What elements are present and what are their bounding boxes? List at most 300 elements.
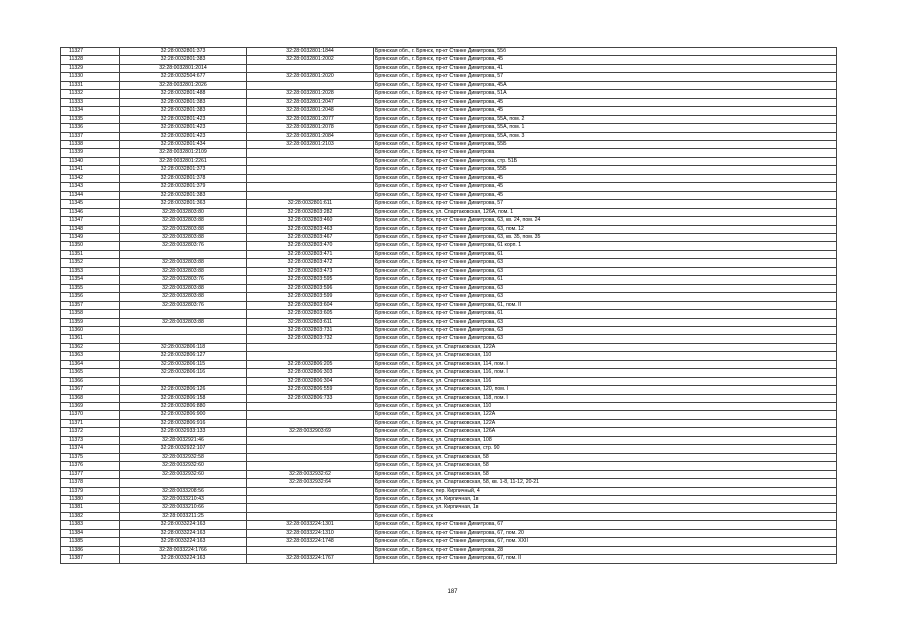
parcel-number-cell: 32:28:0032801:423 — [120, 132, 247, 140]
table-row — [61, 81, 837, 89]
building-number-cell: 32:28:0032801:2047 — [247, 98, 374, 106]
row-number-cell: 11331 — [61, 81, 120, 89]
row-number-cell: 11361 — [61, 335, 120, 343]
address-cell: Брянская обл., г. Брянск, пр-кт Станке Димитрова, 57 — [374, 73, 837, 81]
building-number-cell — [247, 487, 374, 495]
parcel-number-cell: 32:28:0032803:88 — [120, 267, 247, 275]
parcel-number-cell: 32:28:0032801:383 — [120, 191, 247, 199]
row-number-cell: 11353 — [61, 267, 120, 275]
parcel-number-cell: 32:28:0032803:88 — [120, 233, 247, 241]
parcel-number-cell: 32:28:0032806:126 — [120, 386, 247, 394]
table-row — [61, 369, 837, 377]
row-number-cell: 11373 — [61, 436, 120, 444]
row-number-cell: 11333 — [61, 98, 120, 106]
building-number-cell: 32:28:0032801:2084 — [247, 132, 374, 140]
address-cell: Брянская обл., г. Брянск, пр-кт Станке Димитрова, 61, пом. II — [374, 301, 837, 309]
parcel-number-cell: 32:28:0032806:916 — [120, 419, 247, 427]
building-number-cell: 32:28:0032801:1844 — [247, 48, 374, 56]
table-row — [61, 183, 837, 191]
table-row — [61, 267, 837, 275]
table-row — [61, 546, 837, 554]
parcel-number-cell: 32:28:0032803:88 — [120, 318, 247, 326]
parcel-number-cell: 32:28:0032803:88 — [120, 293, 247, 301]
building-number-cell — [247, 512, 374, 520]
building-number-cell — [247, 436, 374, 444]
building-number-cell: 32:28:0032803:595 — [247, 276, 374, 284]
building-number-cell: 32:28:0032803:472 — [247, 259, 374, 267]
table-row — [61, 132, 837, 140]
address-cell: Брянская обл., г. Брянск, пр-кт Станке Димитрова, 55А, пом. 1 — [374, 124, 837, 132]
row-number-cell: 11377 — [61, 470, 120, 478]
parcel-number-cell: 32:28:0032806:158 — [120, 394, 247, 402]
address-cell: Брянская обл., г. Брянск, пр-кт Станке Димитрова, 63, кв. 35, пом. 35 — [374, 233, 837, 241]
parcel-number-cell: 32:28:0032933:133 — [120, 428, 247, 436]
parcel-number-cell — [120, 310, 247, 318]
table-row — [61, 352, 837, 360]
address-cell: Брянская обл., г. Брянск, пр-кт Станке Димитрова, 67, пом. XXII — [374, 538, 837, 546]
row-number-cell: 11356 — [61, 293, 120, 301]
parcel-number-cell: 32:28:0033210:43 — [120, 496, 247, 504]
building-number-cell — [247, 453, 374, 461]
row-number-cell: 11376 — [61, 462, 120, 470]
table-row — [61, 208, 837, 216]
building-number-cell: 32:28:0032803:473 — [247, 267, 374, 275]
row-number-cell: 11349 — [61, 233, 120, 241]
address-cell: Брянская обл., г. Брянск, пр-кт Станке Димитрова, 57 — [374, 200, 837, 208]
row-number-cell: 11366 — [61, 377, 120, 385]
address-cell: Брянская обл., г. Брянск, ул. Спартаковская, 108 — [374, 436, 837, 444]
table-row — [61, 411, 837, 419]
parcel-number-cell: 32:28:0032806:118 — [120, 343, 247, 351]
row-number-cell: 11364 — [61, 360, 120, 368]
page-number: 187 — [447, 589, 458, 595]
row-number-cell: 11339 — [61, 149, 120, 157]
building-number-cell: 32:28:0032801:611 — [247, 200, 374, 208]
parcel-number-cell: 32:28:0032801:2261 — [120, 157, 247, 165]
address-cell: Брянская обл., г. Брянск, пр-кт Станке Димитрова, 61 — [374, 310, 837, 318]
parcel-number-cell: 32:28:0032803:80 — [120, 208, 247, 216]
address-cell: Брянская обл., г. Брянск, пр-кт Станке Димитрова, 67, пом. 20 — [374, 529, 837, 537]
building-number-cell: 32:28:0032801:2002 — [247, 56, 374, 64]
row-number-cell: 11338 — [61, 140, 120, 148]
table-row — [61, 310, 837, 318]
table-row — [61, 470, 837, 478]
parcel-number-cell: 32:28:0032932:60 — [120, 462, 247, 470]
row-number-cell: 11346 — [61, 208, 120, 216]
building-number-cell — [247, 191, 374, 199]
parcel-number-cell: 32:28:0032806:900 — [120, 411, 247, 419]
address-cell: Брянская обл., г. Брянск, пр-кт Станке Димитрова, 45 — [374, 98, 837, 106]
table-row — [61, 225, 837, 233]
address-cell: Брянская обл., г. Брянск, пр-кт Станке Димитрова, 63 — [374, 267, 837, 275]
row-number-cell: 11354 — [61, 276, 120, 284]
address-cell: Брянская обл., г. Брянск, ул. Спартаковская, 126А — [374, 428, 837, 436]
table-row — [61, 124, 837, 132]
table-row — [61, 403, 837, 411]
building-number-cell: 32:28:0032803:463 — [247, 225, 374, 233]
row-number-cell: 11381 — [61, 504, 120, 512]
parcel-number-cell: 32:28:0032801:423 — [120, 124, 247, 132]
parcel-number-cell: 32:28:0033224:1766 — [120, 546, 247, 554]
building-number-cell — [247, 419, 374, 427]
parcel-number-cell: 32:28:0032803:88 — [120, 217, 247, 225]
row-number-cell: 11382 — [61, 512, 120, 520]
row-number-cell: 11358 — [61, 310, 120, 318]
building-number-cell — [247, 496, 374, 504]
address-cell: Брянская обл., г. Брянск, ул. Спартаковская, 116, пом. I — [374, 369, 837, 377]
address-cell: Брянская обл., г. Брянск, пр-кт Станке Димитрова, 55А, пом. 2 — [374, 115, 837, 123]
parcel-number-cell: 32:28:0032803:76 — [120, 301, 247, 309]
building-number-cell — [247, 149, 374, 157]
parcel-number-cell: 32:28:0032801:488 — [120, 90, 247, 98]
row-number-cell: 11336 — [61, 124, 120, 132]
row-number-cell: 11350 — [61, 242, 120, 250]
address-cell: Брянская обл., г. Брянск, пр-кт Станке Димитрова, 67, пом. II — [374, 555, 837, 563]
building-number-cell: 32:28:0032932:62 — [247, 470, 374, 478]
parcel-number-cell: 32:28:0032806:880 — [120, 403, 247, 411]
table-row — [61, 504, 837, 512]
table-row — [61, 166, 837, 174]
building-number-cell: 32:28:0032803:471 — [247, 250, 374, 258]
building-number-cell — [247, 64, 374, 72]
table-row — [61, 174, 837, 182]
building-number-cell — [247, 403, 374, 411]
row-number-cell: 11330 — [61, 73, 120, 81]
building-number-cell: 32:28:0032803:467 — [247, 233, 374, 241]
address-cell: Брянская обл., г. Брянск, пр-кт Станке Димитрова, 63 — [374, 326, 837, 334]
table-row — [61, 149, 837, 157]
table-row — [61, 140, 837, 148]
building-number-cell: 32:28:0032932:64 — [247, 479, 374, 487]
address-cell: Брянская обл., г. Брянск, пр-кт Станке Димитрова, 67 — [374, 521, 837, 529]
building-number-cell: 32:28:0032803:282 — [247, 208, 374, 216]
table-row — [61, 301, 837, 309]
table-row — [61, 250, 837, 258]
parcel-number-cell: 32:28:0032801:383 — [120, 98, 247, 106]
row-number-cell: 11362 — [61, 343, 120, 351]
table-row — [61, 496, 837, 504]
parcel-number-cell: 32:28:0032803:76 — [120, 242, 247, 250]
table-row — [61, 318, 837, 326]
table-row — [61, 73, 837, 81]
parcel-number-cell: 32:28:0032801:423 — [120, 115, 247, 123]
table-row — [61, 157, 837, 165]
row-number-cell: 11367 — [61, 386, 120, 394]
table-row — [61, 521, 837, 529]
address-cell: Брянская обл., г. Брянск, пр-кт Станке Димитрова, 63 — [374, 293, 837, 301]
row-number-cell: 11379 — [61, 487, 120, 495]
address-cell: Брянская обл., г. Брянск, ул. Спартаковская, 58 — [374, 470, 837, 478]
address-cell: Брянская обл., г. Брянск, ул. Спартаковская, 58 — [374, 453, 837, 461]
address-cell: Брянская обл., г. Брянск, пр-кт Станке Димитрова, 63, пом. 12 — [374, 225, 837, 233]
address-cell: Брянская обл., г. Брянск, пр-кт Станке Димитрова, 45 — [374, 56, 837, 64]
building-number-cell — [247, 157, 374, 165]
row-number-cell: 11332 — [61, 90, 120, 98]
parcel-number-cell: 32:28:0032932:58 — [120, 453, 247, 461]
building-number-cell: 32:28:0032801:2020 — [247, 73, 374, 81]
building-number-cell — [247, 462, 374, 470]
parcel-number-cell: 32:28:0032803:88 — [120, 225, 247, 233]
table-row — [61, 479, 837, 487]
parcel-number-cell: 32:28:0032921:46 — [120, 436, 247, 444]
address-cell: Брянская обл., г. Брянск, пр-кт Станке Димитрова, 45 — [374, 107, 837, 115]
table-row — [61, 462, 837, 470]
address-cell: Брянская обл., г. Брянск, пр-кт Станке Димитрова, 55А, пом. 3 — [374, 132, 837, 140]
row-number-cell: 11363 — [61, 352, 120, 360]
row-number-cell: 11386 — [61, 546, 120, 554]
parcel-number-cell: 32:28:0032803:88 — [120, 259, 247, 267]
building-number-cell: 32:28:0032801:2028 — [247, 90, 374, 98]
building-number-cell: 32:28:0032803:470 — [247, 242, 374, 250]
table-row — [61, 48, 837, 56]
table-row — [61, 326, 837, 334]
parcel-number-cell: 32:28:0033224:163 — [120, 521, 247, 529]
table-row — [61, 529, 837, 537]
row-number-cell: 11370 — [61, 411, 120, 419]
table-row — [61, 115, 837, 123]
parcel-number-cell: 32:28:0032803:76 — [120, 276, 247, 284]
address-cell: Брянская обл., г. Брянск — [374, 512, 837, 520]
parcel-number-cell: 32:28:0032922:107 — [120, 445, 247, 453]
address-cell: Брянская обл., г. Брянск, ул. Спартаковская, 120, пом. I — [374, 386, 837, 394]
row-number-cell: 11342 — [61, 174, 120, 182]
table-row — [61, 453, 837, 461]
row-number-cell: 11385 — [61, 538, 120, 546]
row-number-cell: 11344 — [61, 191, 120, 199]
address-cell: Брянская обл., г. Брянск, пр-кт Станке Димитрова, 63 — [374, 335, 837, 343]
building-number-cell: 32:28:0032806:559 — [247, 386, 374, 394]
building-number-cell: 32:28:0032803:611 — [247, 318, 374, 326]
row-number-cell: 11329 — [61, 64, 120, 72]
table-row — [61, 259, 837, 267]
parcel-number-cell: 32:28:0032932:60 — [120, 470, 247, 478]
row-number-cell: 11335 — [61, 115, 120, 123]
table-row — [61, 284, 837, 292]
table-row — [61, 538, 837, 546]
row-number-cell: 11368 — [61, 394, 120, 402]
table-row — [61, 200, 837, 208]
building-number-cell — [247, 174, 374, 182]
building-number-cell: 32:28:0032806:303 — [247, 369, 374, 377]
row-number-cell: 11347 — [61, 217, 120, 225]
table-row — [61, 276, 837, 284]
address-cell: Брянская обл., г. Брянск, ул. Спартаковская, 122А — [374, 411, 837, 419]
parcel-number-cell: 32:28:0032801:383 — [120, 107, 247, 115]
address-cell: Брянская обл., г. Брянск, ул. Спартаковская, 122А — [374, 419, 837, 427]
table-row — [61, 394, 837, 402]
table-row — [61, 90, 837, 98]
parcel-number-cell: 32:28:0032801:363 — [120, 200, 247, 208]
address-cell: Брянская обл., г. Брянск, пер. Кирпичный, 4 — [374, 487, 837, 495]
row-number-cell: 11384 — [61, 529, 120, 537]
table-row — [61, 487, 837, 495]
address-cell: Брянская обл., г. Брянск, ул. Кирпичная, 1в — [374, 496, 837, 504]
row-number-cell: 11360 — [61, 326, 120, 334]
row-number-cell: 11327 — [61, 48, 120, 56]
address-cell: Брянская обл., г. Брянск, пр-кт Станке Димитрова, 28 — [374, 546, 837, 554]
building-number-cell — [247, 343, 374, 351]
table-row — [61, 56, 837, 64]
row-number-cell: 11359 — [61, 318, 120, 326]
address-cell: Брянская обл., г. Брянск, пр-кт Станке Димитрова, 55Б — [374, 166, 837, 174]
row-number-cell: 11371 — [61, 419, 120, 427]
table-row — [61, 419, 837, 427]
address-cell: Брянская обл., г. Брянск, ул. Спартаковская, 114, пом. I — [374, 360, 837, 368]
building-number-cell — [247, 166, 374, 174]
address-cell: Брянская обл., г. Брянск, ул. Спартаковская, 58 — [374, 462, 837, 470]
address-cell: Брянская обл., г. Брянск, ул. Спартаковская, 58, кв. 1-8, 11-12, 20-21 — [374, 479, 837, 487]
building-number-cell: 32:28:0032903:69 — [247, 428, 374, 436]
building-number-cell: 32:28:0032803:732 — [247, 335, 374, 343]
address-cell: Брянская обл., г. Брянск, пр-кт Станке Димитрова, 55б — [374, 48, 837, 56]
row-number-cell: 11378 — [61, 479, 120, 487]
parcel-number-cell: 32:28:0032803:88 — [120, 284, 247, 292]
table-row — [61, 436, 837, 444]
building-number-cell: 32:28:0033224:1310 — [247, 529, 374, 537]
registry-table-body — [61, 48, 837, 564]
address-cell: Брянская обл., г. Брянск, ул. Спартаковская, 116 — [374, 377, 837, 385]
building-number-cell: 32:28:0032803:599 — [247, 293, 374, 301]
table-row — [61, 428, 837, 436]
address-cell: Брянская обл., г. Брянск, пр-кт Станке Димитрова, 55Б — [374, 140, 837, 148]
parcel-number-cell: 32:28:0033210:66 — [120, 504, 247, 512]
address-cell: Брянская обл., г. Брянск, пр-кт Станке Димитрова, 41 — [374, 64, 837, 72]
row-number-cell: 11383 — [61, 521, 120, 529]
parcel-number-cell: 32:28:0032801:2014 — [120, 64, 247, 72]
building-number-cell: 32:28:0032803:596 — [247, 284, 374, 292]
address-cell: Брянская обл., г. Брянск, пр-кт Станке Димитрова, стр. 51Б — [374, 157, 837, 165]
row-number-cell: 11352 — [61, 259, 120, 267]
parcel-number-cell: 32:28:0033211:25 — [120, 512, 247, 520]
parcel-number-cell — [120, 326, 247, 334]
address-cell: Брянская обл., г. Брянск, пр-кт Станке Димитрова, 45 — [374, 174, 837, 182]
table-row — [61, 107, 837, 115]
parcel-number-cell: 32:28:0032806:115 — [120, 360, 247, 368]
building-number-cell: 32:28:0033224:1748 — [247, 538, 374, 546]
parcel-number-cell: 32:28:0033224:163 — [120, 538, 247, 546]
row-number-cell: 11375 — [61, 453, 120, 461]
address-cell: Брянская обл., г. Брянск, пр-кт Станке Димитрова, 63 — [374, 259, 837, 267]
building-number-cell: 32:28:0032801:2048 — [247, 107, 374, 115]
address-cell: Брянская обл., г. Брянск, ул. Спартаковская, 118, пом. I — [374, 394, 837, 402]
row-number-cell: 11328 — [61, 56, 120, 64]
table-row — [61, 217, 837, 225]
row-number-cell: 11374 — [61, 445, 120, 453]
building-number-cell: 32:28:0032803:460 — [247, 217, 374, 225]
table-row — [61, 233, 837, 241]
building-number-cell: 32:28:0032806:733 — [247, 394, 374, 402]
building-number-cell — [247, 352, 374, 360]
building-number-cell — [247, 81, 374, 89]
parcel-number-cell: 32:28:0032801:383 — [120, 56, 247, 64]
address-cell: Брянская обл., г. Брянск, пр-кт Станке Димитрова, 63 — [374, 318, 837, 326]
row-number-cell: 11369 — [61, 403, 120, 411]
table-row — [61, 343, 837, 351]
building-number-cell: 32:28:0032803:604 — [247, 301, 374, 309]
row-number-cell: 11334 — [61, 107, 120, 115]
parcel-number-cell: 32:28:0033224:163 — [120, 529, 247, 537]
parcel-number-cell: 32:28:0032801:379 — [120, 183, 247, 191]
parcel-number-cell — [120, 377, 247, 385]
address-cell: Брянская обл., г. Брянск, пр-кт Станке Димитрова, 61 — [374, 276, 837, 284]
table-row — [61, 191, 837, 199]
building-number-cell: 32:28:0032803:731 — [247, 326, 374, 334]
building-number-cell: 32:28:0032803:605 — [247, 310, 374, 318]
building-number-cell: 32:28:0033224:1767 — [247, 555, 374, 563]
address-cell: Брянская обл., г. Брянск, ул. Спартаковская, 110 — [374, 352, 837, 360]
building-number-cell — [247, 411, 374, 419]
building-number-cell: 32:28:0032801:2077 — [247, 115, 374, 123]
row-number-cell: 11380 — [61, 496, 120, 504]
row-number-cell: 11345 — [61, 200, 120, 208]
row-number-cell: 11341 — [61, 166, 120, 174]
building-number-cell: 32:28:0032806:205 — [247, 360, 374, 368]
table-row — [61, 386, 837, 394]
address-cell: Брянская обл., г. Брянск, ул. Спартаковская, 126А, пом. 1 — [374, 208, 837, 216]
building-number-cell — [247, 183, 374, 191]
parcel-number-cell: 32:28:0032801:373 — [120, 48, 247, 56]
table-row — [61, 64, 837, 72]
address-cell: Брянская обл., г. Брянск, пр-кт Станке Димитрова, 63, кв. 24, пом. 24 — [374, 217, 837, 225]
parcel-number-cell: 32:28:0032801:434 — [120, 140, 247, 148]
table-row — [61, 512, 837, 520]
address-cell: Брянская обл., г. Брянск, пр-кт Станке Димитрова, 61 — [374, 250, 837, 258]
table-row — [61, 98, 837, 106]
address-cell: Брянская обл., г. Брянск, пр-кт Станке Димитрова, 45 — [374, 191, 837, 199]
parcel-number-cell: 32:28:0032801:2026 — [120, 81, 247, 89]
row-number-cell: 11340 — [61, 157, 120, 165]
parcel-number-cell: 32:28:0032801:2109 — [120, 149, 247, 157]
building-number-cell — [247, 546, 374, 554]
parcel-number-cell — [120, 250, 247, 258]
parcel-number-cell: 32:28:0032806:116 — [120, 369, 247, 377]
registry-table — [60, 47, 837, 564]
row-number-cell: 11357 — [61, 301, 120, 309]
row-number-cell: 11337 — [61, 132, 120, 140]
row-number-cell: 11372 — [61, 428, 120, 436]
table-row — [61, 377, 837, 385]
building-number-cell: 32:28:0033224:1301 — [247, 521, 374, 529]
table-row — [61, 555, 837, 563]
address-cell: Брянская обл., г. Брянск, пр-кт Станке Димитрова, 63 — [374, 284, 837, 292]
row-number-cell: 11348 — [61, 225, 120, 233]
address-cell: Брянская обл., г. Брянск, ул. Спартаковская, 122А — [374, 343, 837, 351]
parcel-number-cell: 32:28:0032504:677 — [120, 73, 247, 81]
building-number-cell: 32:28:0032801:2078 — [247, 124, 374, 132]
parcel-number-cell: 32:28:0033208:56 — [120, 487, 247, 495]
parcel-number-cell: 32:28:0032801:373 — [120, 166, 247, 174]
row-number-cell: 11365 — [61, 369, 120, 377]
parcel-number-cell: 32:28:0032806:127 — [120, 352, 247, 360]
table-row — [61, 445, 837, 453]
address-cell: Брянская обл., г. Брянск, ул. Спартаковская, стр. 90 — [374, 445, 837, 453]
address-cell: Брянская обл., г. Брянск, пр-кт Станке Димитрова, 45А — [374, 81, 837, 89]
address-cell: Брянская обл., г. Брянск, ул. Спартаковская, 110 — [374, 403, 837, 411]
row-number-cell: 11351 — [61, 250, 120, 258]
address-cell: Брянская обл., г. Брянск, пр-кт Станке Димитрова — [374, 149, 837, 157]
row-number-cell: 11355 — [61, 284, 120, 292]
table-row — [61, 335, 837, 343]
table-row — [61, 293, 837, 301]
parcel-number-cell — [120, 335, 247, 343]
row-number-cell: 11387 — [61, 555, 120, 563]
row-number-cell: 11343 — [61, 183, 120, 191]
table-row — [61, 360, 837, 368]
address-cell: Брянская обл., г. Брянск, пр-кт Станке Димитрова, 61 корп. 1 — [374, 242, 837, 250]
address-cell: Брянская обл., г. Брянск, пр-кт Станке Димитрова, 45 — [374, 183, 837, 191]
parcel-number-cell — [120, 479, 247, 487]
address-cell: Брянская обл., г. Брянск, пр-кт Станке Димитрова, 51А — [374, 90, 837, 98]
